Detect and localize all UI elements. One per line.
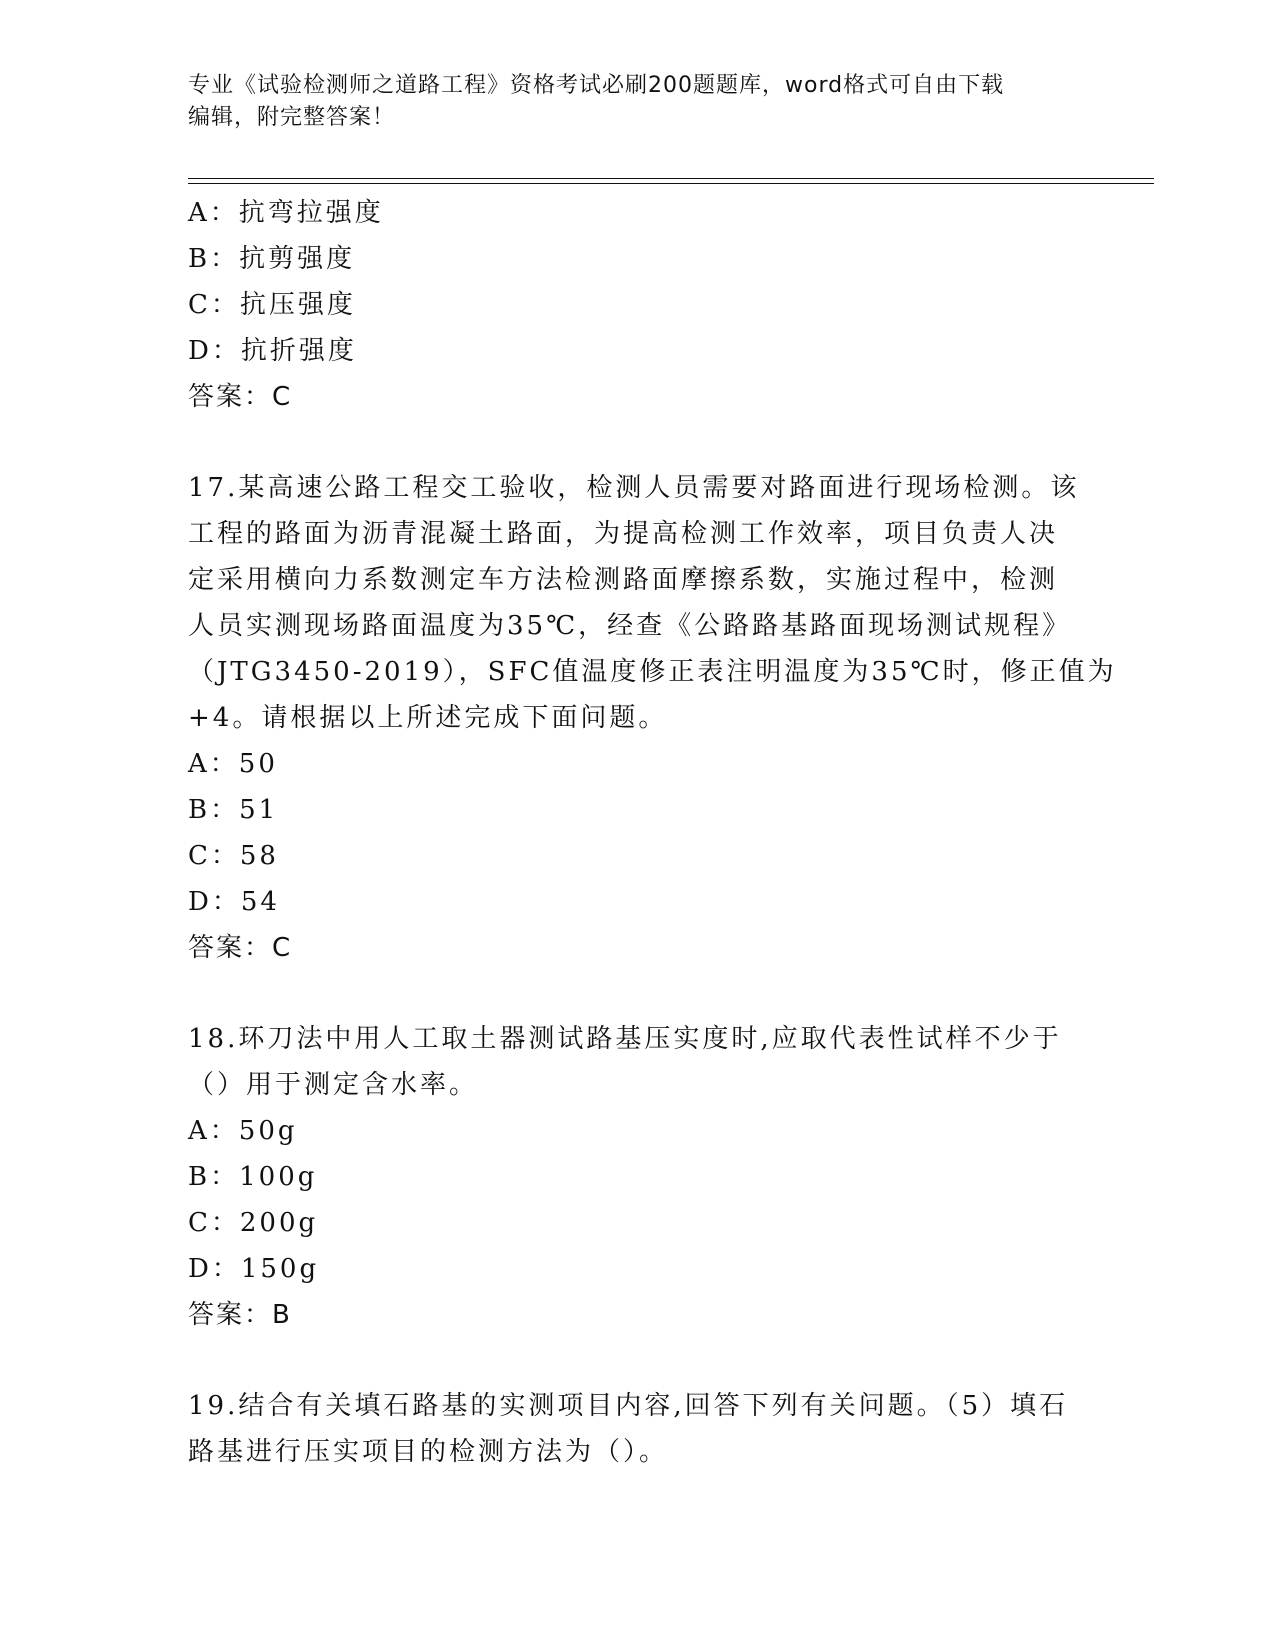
option-d: D：54 (188, 887, 280, 917)
option-c: C：200g (188, 1208, 319, 1238)
answer: 答案：C (188, 933, 293, 963)
question-text-line: 定采用横向力系数测定车方法检测路面摩擦系数，实施过程中，检测 (188, 565, 1059, 595)
option-a: A：50g (188, 1116, 298, 1146)
question-19 (188, 1383, 1088, 1475)
question-list (188, 190, 1117, 1475)
option-b: B：抗剪强度 (188, 244, 356, 274)
header-divider-top (188, 178, 1154, 179)
option-a: A：抗弯拉强度 (188, 198, 384, 228)
option-c: C：58 (188, 841, 279, 871)
question-text (188, 1383, 1078, 1475)
question-text-line: 路基进行压实项目的检测方法为（）。 (188, 1437, 669, 1467)
question-18 (188, 1016, 1088, 1338)
option-c: C：抗压强度 (188, 290, 356, 320)
option-b: B：100g (188, 1162, 318, 1192)
answer: 答案：C (188, 382, 293, 412)
document-header (188, 70, 1088, 134)
option-a: A：50 (188, 749, 278, 779)
question-text-line: 19.结合有关填石路基的实测项目内容,回答下列有关问题。（5）填石 (188, 1391, 1069, 1421)
answer: 答案：B (188, 1300, 292, 1330)
question-16 (188, 190, 1088, 420)
question-text-line: 18.环刀法中用人工取土器测试路基压实度时,应取代表性试样不少于 (188, 1024, 1062, 1054)
question-text-line: 人员实测现场路面温度为35℃，经查《公路路基路面现场测试规程》 (188, 611, 1072, 641)
option-d: D：抗折强度 (188, 336, 357, 366)
question-text (188, 1016, 1078, 1108)
question-text-line: +4。请根据以上所述完成下面问题。 (188, 703, 668, 733)
question-17 (188, 465, 1117, 971)
header-line-2: 编辑，附完整答案！ (188, 105, 396, 130)
question-text-line: 工程的路面为沥青混凝土路面，为提高检测工作效率，项目负责人决 (188, 519, 1059, 549)
question-text-line: （）用于测定含水率。 (188, 1070, 479, 1100)
question-text-line: 17.某高速公路工程交工验收，检测人员需要对路面进行现场检测。该 (188, 473, 1080, 503)
question-text-line: （JTG3450-2019），SFC值温度修正表注明温度为35℃时，修正值为 (188, 657, 1117, 687)
option-d: D：150g (188, 1254, 320, 1284)
option-b: B：51 (188, 795, 279, 825)
header-divider-bottom (188, 183, 1154, 184)
header-line-1: 专业《试验检测师之道路工程》资格考试必刷200题题库，word格式可自由下载 (188, 73, 1005, 98)
question-text (188, 465, 1117, 741)
